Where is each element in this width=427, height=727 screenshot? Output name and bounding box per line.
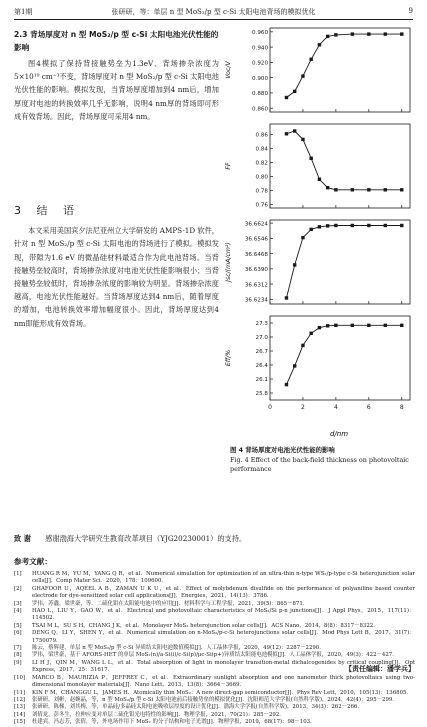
- data-point: [293, 90, 296, 93]
- data-point: [367, 324, 370, 327]
- reference-text: 刘倩龙，彭冬生，拉伸应变对单层二硫化钼光电特性的影响[J]．物理学报，2021，70(21)：285－292．: [32, 711, 285, 718]
- chart-panel: [225, 316, 410, 400]
- plot-frame: [270, 316, 410, 400]
- section-2-3-title: 2.3 背场厚度对 n 型 MoS₂/p 型 c-Si 太阳电池光伏性能的影响: [14, 30, 219, 52]
- reference-text: 陈云，蔡辉建，单层 n 型 MoS₂/p 型 c-Si 异质结太阳电池数值模拟[J]．人工晶体学报，2020，49(12)：2287－2290．: [32, 645, 325, 652]
- data-point: [384, 188, 387, 191]
- data-point: [334, 188, 337, 191]
- section-3-paragraph: 本文采用美国宾夕法尼亚州立大学研发的 AMPS-1D 软件，针对 n 型 MoS₂/p 型 c-Si 太阳电池的背场进行了模拟。模拟发现，带隙为1.6 eV 的微晶硅材料最适合作为此电池背场。当背接触势垒较高时，背场掺杂浓度对电池光伏性能影响很小；当背接触势垒较低时，背场掺杂浓度的影响较为明显。背场掺杂浓度越高，电池光伏性能越好。当背场厚度达到4 nm后，随着厚度的增加，电池转换效率增加幅度很小。因此，背场厚度达到4 nm即能形成有效背场。: [14, 226, 219, 328]
- reference-text: 张研研，陈梯，刘其梅，等，单晶硅/多晶硅太阳电池吸收层厚度的设计优化[J]．渤海大学学报(自然科学版)，2013，34(3)：262－266．: [32, 704, 363, 711]
- reference-item: [14, 675, 415, 690]
- chart-panel: [225, 28, 410, 112]
- running-title: 张研研，等：单层 n 型 MoS₂/p 型 c-Si 太阳电池背场的模拟优化: [111, 8, 316, 16]
- data-point: [293, 129, 296, 132]
- y-tick-label: 27.0: [255, 335, 268, 342]
- x-tick-label: 2: [301, 404, 305, 411]
- data-point: [318, 178, 321, 181]
- data-point: [318, 326, 321, 329]
- data-point: [400, 324, 403, 327]
- data-point: [351, 324, 354, 327]
- data-point: [301, 74, 304, 77]
- reference-number: [1]: [14, 571, 22, 577]
- reference-text: 杜建宾，冯志芳，张倩，等，外电场作用下 MoS₂ 的分子结构和电子光谱[J]．物理学报，2019，68(17)：98－103．: [32, 719, 316, 726]
- reference-number: [5]: [14, 622, 22, 629]
- figure-caption-en: Fig. 4 Effect of the back-field thickness on photovoltaic performance: [230, 455, 409, 473]
- data-point: [400, 32, 403, 35]
- reference-number: [13]: [14, 704, 26, 711]
- series-line: [287, 325, 402, 384]
- data-point: [334, 324, 337, 327]
- x-tick-label: 0: [268, 404, 272, 411]
- data-point: [318, 225, 321, 228]
- x-tick-label: 8: [399, 404, 404, 411]
- data-point: [334, 224, 337, 227]
- y-tick-label: 0.960: [251, 30, 268, 37]
- reference-item: [14, 712, 415, 719]
- y-tick-label: 36.6390: [244, 267, 268, 274]
- x-axis-label: d/nm: [329, 430, 349, 438]
- y-tick-label: 0.76: [255, 202, 268, 209]
- acknowledgement: [14, 534, 413, 544]
- reference-number: [3]: [14, 600, 22, 607]
- reference-number: [8]: [14, 652, 22, 659]
- data-point: [285, 132, 288, 135]
- y-tick-label: 36.6312: [244, 282, 268, 289]
- reference-text: GHAFOOR U，AQEEL A B，ZAMAN U K U，et al．Effect of molybdenum disulfide on the performance of polyaniline based counter electrode for dye-sensitized solar cell applications[J]．Energies，2021，14(13)：3786．: [32, 585, 415, 600]
- reference-number: [15]: [14, 719, 26, 726]
- reference-list: [14, 571, 415, 727]
- reference-number: [12]: [14, 696, 26, 703]
- reference-text: KIN F M，CHANGGU L，JAMES H．Atomically thin MoS₂：A new direct-gap semiconductor[J]．Phys Rev Lett，2010，105(13)：136805．: [32, 689, 412, 696]
- data-point: [384, 224, 387, 227]
- reference-text: LI H J，QIN M，WANG L L，et al．Total absorption of light in monolayer transition-metal dichalcogenides by critical coupling[J]．Opt Express，2017，25：31617．: [32, 659, 415, 674]
- figure-caption-zh: 图 4 背场厚度对电池光伏性能的影响: [230, 446, 335, 454]
- series-line: [287, 34, 402, 97]
- reference-item: [14, 601, 415, 608]
- reference-item: [14, 697, 415, 704]
- data-point: [384, 324, 387, 327]
- section-3: [14, 204, 219, 330]
- data-point: [293, 263, 296, 266]
- reference-number: [6]: [14, 630, 22, 637]
- reference-item: [14, 704, 415, 711]
- plot-frame: [270, 124, 410, 208]
- reference-item: [14, 719, 415, 726]
- data-point: [301, 344, 304, 347]
- x-tick-label: 6: [366, 404, 371, 411]
- issue-number: 第1期: [14, 8, 33, 16]
- running-header: [14, 7, 413, 19]
- acknowledgement-label: 致 谢: [14, 534, 31, 543]
- reference-text: 罗伟，梁世豪，基于 AFORS-HET 的单层 MoS₂(n)/a-Si(i)/c-Si(p)/μc-Si(p+)异质结太阳能电池模拟[J]．人工晶体学报，2020，49(3)：422－427．: [32, 652, 398, 659]
- y-tick-label: 36.6546: [244, 236, 268, 243]
- reference-number: [10]: [14, 674, 26, 681]
- reference-text: DENG Q，LI Y，SHEN Y，et al．Numerical simulation on n-MoS₂/p-c-Si heterojunctions solar cells[J]．Mod Phys Lett B，2017，31(7)：1750079．: [32, 630, 415, 644]
- reference-number: [4]: [14, 608, 22, 615]
- plot-frame: [270, 28, 410, 112]
- y-tick-label: 0.80: [255, 174, 268, 181]
- data-point: [367, 224, 370, 227]
- y-axis-label: FF: [225, 162, 232, 170]
- data-point: [326, 186, 329, 189]
- data-point: [285, 383, 288, 386]
- data-point: [326, 35, 329, 38]
- y-axis-label: Voc/V: [225, 61, 232, 79]
- y-tick-label: 26.1: [255, 377, 268, 384]
- data-point: [367, 188, 370, 191]
- reference-item: [14, 690, 415, 697]
- reference-item: [14, 586, 415, 601]
- y-tick-label: 0.82: [255, 160, 268, 167]
- data-point: [334, 33, 337, 36]
- y-tick-label: 36.6468: [244, 251, 268, 258]
- data-point: [400, 188, 403, 191]
- data-point: [301, 236, 304, 239]
- reference-text: 张研研，刘彬，赵婉晶，等，n 型 MoS₂/p 型 c-Si 太阳电池前后接触势垒的模拟优化[J]．沈阳师范大学学报(自然科学版)，2024，42(4)：295－299．: [32, 696, 398, 703]
- y-axis-label: Jsc/(mA/cm²): [225, 242, 232, 282]
- data-point: [293, 364, 296, 367]
- data-point: [285, 96, 288, 99]
- reference-item: [14, 630, 415, 645]
- reference-number: [2]: [14, 585, 22, 592]
- y-tick-label: 26.4: [255, 363, 268, 370]
- acknowledgement-text: 感谢渤海大学研究生教育改革项目（YJG20230001）的支持。: [45, 534, 247, 543]
- references-title: 参考文献：: [14, 557, 52, 566]
- reference-number: [7]: [14, 645, 22, 652]
- y-tick-label: 0.880: [251, 91, 268, 98]
- chart-panel: [225, 220, 410, 304]
- y-tick-label: 0.78: [255, 188, 268, 195]
- section-3-title: 3 结 语: [14, 204, 80, 217]
- y-tick-label: 0.86: [255, 132, 268, 139]
- reference-item: [14, 608, 415, 623]
- reference-text: MARCO B，MAURIZIA P，JEFFREY C，et al．Extraordinary sunlight absorption and one nanometer thick photovoltaics using two-dimensional monolayer materials[J]．Nano Lett，2013，13(8)：3664－3669．: [32, 674, 415, 689]
- x-tick-label: 4: [333, 404, 338, 411]
- data-point: [351, 32, 354, 35]
- y-axis-label: Eff/%: [225, 349, 232, 367]
- y-tick-label: 0.84: [255, 146, 268, 153]
- data-point: [309, 228, 312, 231]
- data-point: [309, 157, 312, 160]
- data-point: [351, 224, 354, 227]
- plot-frame: [270, 220, 410, 304]
- data-point: [351, 188, 354, 191]
- data-point: [285, 296, 288, 299]
- reference-text: TSAI M L，SU S H，CHANG J K，et al．Monolayer MoS₂ heterojunction solar cells[J]．ACS Nano，2014，8(8)：8317－8322．: [32, 622, 379, 629]
- reference-item: [14, 652, 415, 659]
- section-2-3-paragraph: 图4模拟了保持背接触势垒为1.3eV、背场掺杂浓度为5×10¹⁹ cm⁻³不变，背场厚度对 n 型 MoS₂/p 型 c-Si 太阳电池光伏性能的影响。模拟发现，当背场厚度增加到4 nm后，增加厚度对电池的转换效率几乎无影响，说明4 nm厚的背场即可形成有效背场。因此，背场厚度可采用4 nm。: [14, 59, 219, 121]
- reference-text: HUANG R M，YU M，YANG Q R，et al．Numerical simulation for optimization of an ultra-thin n-type WS₂/p-type c-Si heterojunction solar cells[J]．Comp Mater Sci．2020，178：109600．: [32, 571, 415, 585]
- chart-panel: [225, 124, 410, 209]
- y-tick-label: 0.860: [251, 106, 268, 113]
- figure-4-chart: [222, 24, 418, 442]
- data-point: [326, 324, 329, 327]
- data-point: [301, 138, 304, 141]
- reference-number: [11]: [14, 689, 26, 696]
- page-number: 9: [408, 7, 413, 15]
- y-tick-label: 0.900: [251, 75, 268, 82]
- data-point: [318, 43, 321, 46]
- y-tick-label: 0.920: [251, 60, 268, 67]
- reference-text: HAO L，LIU Y，GAO W，et al．Electrical and photovoltaic characteristics of MoS₂/Si p-n junctions[J]．J Appl Phys，2015，117(11)：114502．: [32, 608, 415, 622]
- y-tick-label: 26.7: [255, 349, 268, 356]
- figure-caption: [230, 446, 410, 475]
- y-tick-label: 0.940: [251, 45, 268, 52]
- data-point: [367, 32, 370, 35]
- y-tick-label: 36.6234: [244, 297, 268, 304]
- section-2-3: [14, 28, 219, 123]
- reference-number: [14]: [14, 711, 26, 718]
- reference-number: [9]: [14, 659, 22, 666]
- data-point: [309, 332, 312, 335]
- data-point: [384, 32, 387, 35]
- reference-item: [14, 571, 415, 586]
- y-tick-label: 25.8: [255, 391, 268, 398]
- data-point: [309, 58, 312, 61]
- data-point: [326, 224, 329, 227]
- editor-credit: 【责任编辑：潘学兵】: [345, 665, 415, 673]
- data-point: [400, 224, 403, 227]
- y-tick-label: 27.3: [255, 321, 268, 328]
- y-tick-label: 36.6624: [244, 221, 268, 228]
- header-rule: [14, 19, 413, 20]
- reference-text: 罗伟，苏鑫，梁世豪，等．二硫化钼在太阳能电池中的应用[J]．材料科学与工程学报，2021，39(5)：865－871．: [32, 600, 309, 607]
